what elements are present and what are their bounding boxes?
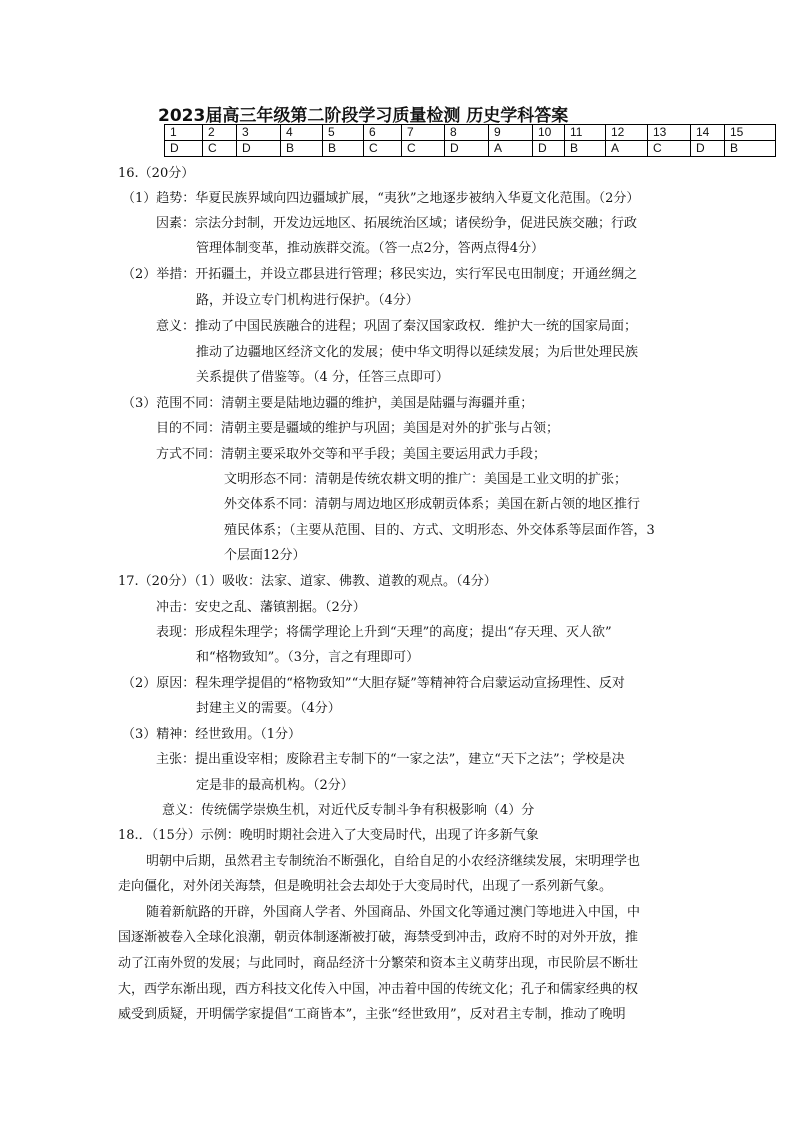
q17-part3-significance: 意义：传统儒学崇焕生机，对近代反专制斗争有积极影响（4）分 [162,803,535,818]
q16-part3-method: 方式不同：清朝主要采取外交等和平手段；美国主要运用武力手段； [156,447,547,462]
question-number-cell: 11 [565,125,606,141]
q18-paragraph2-line4: 大，西学东渐出现，西方科技文化传入中国，冲击着中国的传统文化；孔子和儒家经典的权 [118,982,639,997]
q16-part2-significance-end: 关系提供了借鉴等。（4 分，任答三点即可） [196,370,449,385]
q18-paragraph1-line1: 明朝中后期，虽然君主专制统治不断强化，自给自足的小农经济继续发展，宋明理学也 [146,854,641,869]
question-number-cell: 7 [402,125,445,141]
question-16-header: 16.（20分） [118,166,195,181]
q16-part3-diplomacy: 外交体系不同：清朝与周边地区形成朝贡体系；美国在新占领的地区推行 [224,497,641,512]
answer-cell: B [565,141,606,157]
answer-table-answer-row [165,141,776,157]
q18-paragraph2-line3: 动了江南外贸的发展；与此同时，商品经济十分繁荣和资本主义萌芽出现，市民阶层不断壮 [118,956,639,971]
answer-cell: D [533,141,565,157]
question-number-cell: 6 [364,125,402,141]
question-number-cell: 1 [165,125,203,141]
answer-table-number-row [165,125,776,141]
q17-part2-reason: （2）原因：程朱理学提倡的“格物致知”“大胆存疑”等精神符合启蒙运动宣扬理性、反对 [122,676,625,691]
q17-part2-reason-cont: 封建主义的需要。（4分） [196,701,341,716]
q17-part3-proposal: 主张：提出重设宰相；废除君主专制下的“一家之法”，建立“天下之法”；学校是决 [156,752,625,767]
answer-cell: B [725,141,776,157]
question-18-header: 18.．（15分）示例：晚明时期社会进入了大变局时代，出现了许多新气象 [118,828,539,843]
q16-part3-civilization: 文明形态不同：清朝是传统农耕文明的推广：美国是工业文明的扩张； [224,472,628,487]
q16-part1-trend: （1）趋势：华夏民族界域向四边疆域扩展，“夷狄”之地逐步被纳入华夏文化范围。（2分） [122,191,640,206]
q16-part3-scope: （3）范围不同：清朝主要是陆地边疆的维护，美国是陆疆与海疆并重； [122,396,534,411]
answer-cell: C [203,141,237,157]
q16-part2-measures-cont: 路，并设立专门机构进行保护。（4分） [196,293,419,308]
answer-cell: B [323,141,364,157]
q17-part3-spirit: （3）精神：经世致用。（1分） [122,727,302,742]
q18-paragraph2-line1: 随着新航路的开辟，外国商人学者、外国商品、外国文化等通过澳门等地进入中国，中 [146,905,641,920]
question-number-cell: 12 [606,125,648,141]
q16-part2-measures: （2）举措：开拓疆土，并设立郡县进行管理；移民实边，实行军民屯田制度；开通丝绸之 [122,267,638,282]
q16-part1-factors: 因素：宗法分封制，开发边远地区、拓展统治区域；诸侯纷争，促进民族交融；行政 [156,216,638,231]
question-number-cell: 13 [648,125,691,141]
answer-table [164,124,776,157]
answer-cell: A [606,141,648,157]
question-number-cell: 4 [281,125,323,141]
question-number-cell: 2 [203,125,237,141]
question-number-cell: 8 [445,125,489,141]
answer-cell: D [165,141,203,157]
q16-part2-significance-cont: 推动了边疆地区经济文化的发展；使中华文明得以延续发展；为后世处理民族 [196,345,639,360]
q17-part1-manifestation: 表现：形成程朱理学；将儒学理论上升到“天理”的高度；提出“存天理、灭人欲” [156,625,612,640]
answer-cell: D [691,141,725,157]
q16-part1-factors-cont: 管理体制变革，推动族群交流。（答一点2分，答两点得4分） [196,241,545,256]
question-number-cell: 9 [489,125,533,141]
q16-part2-significance: 意义：推动了中国民族融合的进程；巩固了秦汉国家政权．维护大一统的国家局面； [156,319,638,334]
question-17-header: 17.（20分）（1）吸收：法家、道家、佛教、道教的观点。（4分） [118,574,497,589]
answer-cell: D [237,141,281,157]
q16-part3-diplomacy-cont: 殖民体系；（主要从范围、目的、方式、文明形态、外交体系等层面作答，3 [224,523,655,538]
question-number-cell: 3 [237,125,281,141]
page-title: 2023届高三年级第二阶段学习质量检测 历史学科答案 [158,106,569,126]
answer-cell: A [489,141,533,157]
answer-cell: B [281,141,323,157]
answer-cell: C [402,141,445,157]
q18-paragraph2-line2: 国逐渐被卷入全球化浪潮，朝贡体制逐渐被打破，海禁受到冲击，政府不时的对外开放，推 [118,930,639,945]
question-number-cell: 5 [323,125,364,141]
answer-cell: C [648,141,691,157]
q17-part1-manifestation-cont: 和“格物致知”。（3分，言之有理即可） [196,650,420,665]
answer-cell: C [364,141,402,157]
answer-cell: D [445,141,489,157]
q17-part1-impact: 冲击：安史之乱、藩镇割据。（2分） [156,600,366,615]
q18-paragraph1-line2: 走向僵化，对外闭关海禁，但是晚明社会去却处于大变局时代，出现了一系列新气象。 [118,879,613,894]
question-number-cell: 15 [725,125,776,141]
q16-part3-purpose: 目的不同：清朝主要是疆域的维护与巩固；美国是对外的扩张与占领； [156,421,560,436]
q17-part3-proposal-cont: 定是非的最高机构。（2分） [196,778,354,793]
q18-paragraph2-line5: 威受到质疑，开明儒学家提倡“工商皆本”，主张“经世致用”，反对君主专制，推动了晚明 [118,1007,626,1022]
question-number-cell: 10 [533,125,565,141]
question-number-cell: 14 [691,125,725,141]
q16-part3-diplomacy-end: 个层面12分） [224,548,306,563]
